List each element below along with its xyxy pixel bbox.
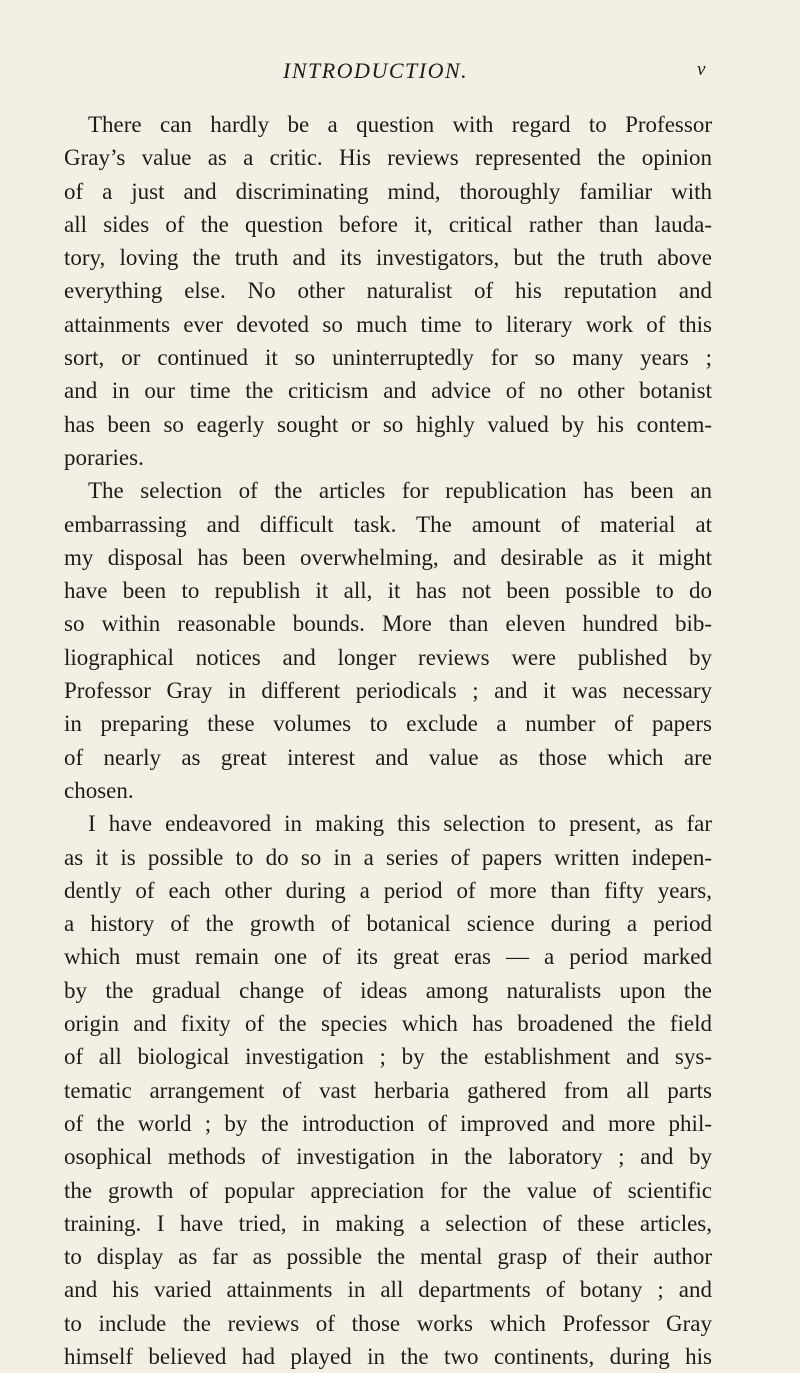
text-line: There can hardly be a question with regard to Professor xyxy=(88,112,712,137)
paragraph-1 xyxy=(64,108,712,474)
text-line: a history of the growth of botanical science during a period xyxy=(64,911,712,937)
body-text xyxy=(64,108,712,1373)
text-line: to display as far as possible the mental grasp of their author xyxy=(64,1244,712,1270)
paragraph-3 xyxy=(64,807,712,1373)
text-line: attainments ever devoted so much time to literary work of this xyxy=(64,311,712,337)
text-line: as it is possible to do so in a series of papers written indepen- xyxy=(64,844,712,870)
text-line: tematic arrangement of vast herbaria gathered from all parts xyxy=(64,1077,712,1103)
text-line: and his varied attainments in all departments of botany ; and xyxy=(64,1277,712,1303)
text-line: of all biological investigation ; by the establishment and sys- xyxy=(64,1044,712,1070)
text-line: of the world ; by the introduction of improved and more phil- xyxy=(64,1110,712,1136)
text-line: in preparing these volumes to exclude a number of papers xyxy=(64,711,712,737)
text-line: Professor Gray in different periodicals ; and it was necessary xyxy=(64,678,712,704)
text-line: osophical methods of investigation in the laboratory ; and by xyxy=(64,1144,712,1170)
text-line: Gray’s value as a critic. His reviews represented the opinion xyxy=(64,145,712,171)
text-line: have been to republish it all, it has not been possible to do xyxy=(64,578,712,604)
text-line: sort, or continued it so uninterruptedly for so many years ; xyxy=(64,345,712,371)
text-line: dently of each other during a period of more than fifty years, xyxy=(64,877,712,903)
paragraph-2 xyxy=(64,474,712,807)
text-line: I have endeavored in making this selection to present, as far xyxy=(88,811,712,837)
text-line: tory, loving the truth and its investigators, but the truth above xyxy=(64,245,712,271)
text-line: so within reasonable bounds. More than eleven hundred bib- xyxy=(64,611,712,637)
text-line: all sides of the question before it, critical rather than lauda- xyxy=(64,211,712,237)
text-line: everything else. No other naturalist of his reputation and xyxy=(64,278,712,304)
text-line: by the gradual change of ideas among naturalists upon the xyxy=(64,977,712,1003)
text-line: liographical notices and longer reviews were published by xyxy=(64,644,712,670)
page-number: v xyxy=(697,59,706,80)
text-line: which must remain one of its great eras — a period marked xyxy=(64,944,712,970)
text-line: to include the reviews of those works which Professor Gray xyxy=(64,1310,712,1336)
text-line: embarrassing and difficult task. The amount of material at xyxy=(64,511,712,537)
text-line: the growth of popular appreciation for the value of scientific xyxy=(64,1177,712,1203)
text-line: origin and fixity of the species which has broadened the field xyxy=(64,1011,712,1037)
text-line: of a just and discriminating mind, thoroughly familiar with xyxy=(64,178,712,204)
text-line: poraries. xyxy=(64,444,144,470)
text-line: The selection of the articles for republication has been an xyxy=(88,478,712,504)
text-line: training. I have tried, in making a selection of these articles, xyxy=(64,1210,712,1236)
running-title: INTRODUCTION. xyxy=(283,58,469,83)
text-line: of nearly as great interest and value as those which are xyxy=(64,744,712,770)
text-line: himself believed had played in the two continents, during his xyxy=(64,1343,712,1369)
text-line: has been so eagerly sought or so highly valued by his contem- xyxy=(64,411,712,437)
text-line: my disposal has been overwhelming, and desirable as it might xyxy=(64,544,712,570)
text-line: and in our time the criticism and advice of no other botanist xyxy=(64,378,712,404)
text-line: chosen. xyxy=(64,777,134,803)
